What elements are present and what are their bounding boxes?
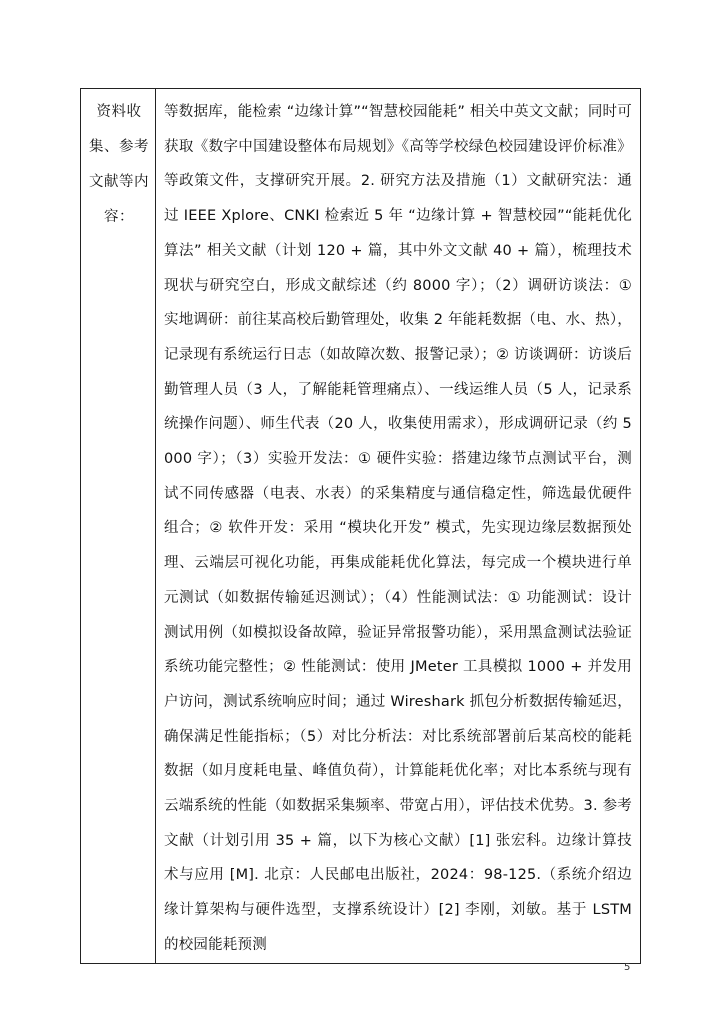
table-row (81, 89, 641, 964)
content-cell (156, 89, 641, 964)
page-number: 5 (624, 962, 631, 973)
label-cell (81, 89, 156, 964)
content-text: 等数据库，能检索 “边缘计算”“智慧校园能耗” 相关中英文文献；同时可获取《数字中国建设整体布局规划》《高等学校绿色校园建设评价标准》等政策文件，支撑研究开展。2. 研究方法及措施（1）文献研究法：通过 IEEE Xplore、CNKI 检索近 5 年 “边缘计算 + 智慧校园”“能耗优化算法” 相关文献（计划 120 + 篇，其中外文文献 40 + 篇），梳理技术现状与研究空白，形成文献综述（约 8000 字）；（2）调研访谈法：① 实地调研：前往某高校后勤管理处，收集 2 年能耗数据（电、水、热），记录现有系统运行日志（如故障次数、报警记录）；② 访谈调研：访谈后勤管理人员（3 人，了解能耗管理痛点）、一线运维人员（5 人，记录系统操作问题）、师生代表（20 人，收集使用需求），形成调研记录（约 5000 字）；（3）实验开发法：① 硬件实验：搭建边缘节点测试平台，测试不同传感器（电表、水表）的采集精度与通信稳定性，筛选最优硬件组合；② 软件开发：采用 “模块化开发” 模式，先实现边缘层数据预处理、云端层可视化功能，再集成能耗优化算法，每完成一个模块进行单元测试（如数据传输延迟测试）；（4）性能测试法：① 功能测试：设计测试用例（如模拟设备故障，验证异常报警功能），采用黑盒测试法验证系统功能完整性；② 性能测试：使用 JMeter 工具模拟 1000 + 并发用户访问，测试系统响应时间；通过 Wireshark 抓包分析数据传输延迟，确保满足性能指标；（5）对比分析法：对比系统部署前后某高校的能耗数据（如月度耗电量、峰值负荷），计算能耗优化率；对比本系统与现有云端系统的性能（如数据采集频率、带宽占用），评估技术优势。3. 参考文献（计划引用 35 + 篇，以下为核心文献）[1] 张宏科。边缘计算技术与应用 [M]. 北京：人民邮电出版社，2024：98-125.（系统介绍边缘计算架构与硬件选型，支撑系统设计）[2] 李刚，刘敏。基于 LSTM 的校园能耗预测 (164, 104, 632, 953)
form-table (80, 88, 641, 964)
row-label: 资料收集、参考文献等内容： (89, 104, 149, 225)
